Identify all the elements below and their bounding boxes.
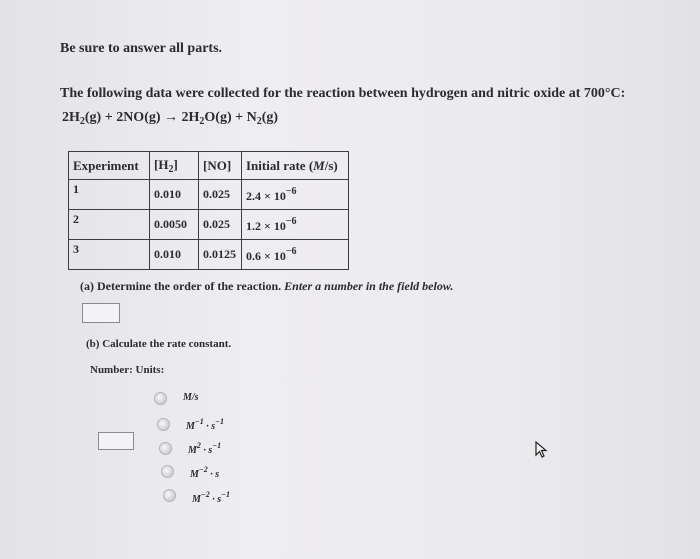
instruction-text: Be sure to answer all parts. — [60, 41, 223, 56]
rate-constant-number-input[interactable] — [98, 432, 134, 450]
cell-no: 0.025 — [199, 210, 242, 240]
cell-rate: $2.4 \times 10^{-6}$ — [242, 180, 349, 210]
unit-radio-1[interactable] — [154, 392, 167, 405]
cell-h2: 0.010 — [150, 240, 199, 270]
unit-option-1: M/s — [183, 392, 199, 403]
cell-experiment: 2 — [69, 210, 150, 240]
cell-no: 0.025 — [199, 180, 242, 210]
unit-radio-3[interactable] — [159, 442, 172, 455]
cell-h2: 0.0050 — [150, 210, 199, 240]
cell-h2: 0.010 — [150, 180, 199, 210]
cell-rate: $0.6 \times 10^{-6}$ — [242, 240, 349, 270]
unit-option-3: $M^2 \cdot s^{-1}$ — [188, 441, 222, 456]
unit-option-4: $M^{-2} \cdot s$ — [190, 465, 220, 480]
unit-option-2: $M^{-1} \cdot s^{-1}$ — [186, 417, 225, 432]
order-answer-input[interactable] — [82, 303, 120, 323]
unit-radio-2[interactable] — [157, 418, 170, 431]
number-units-label: Number: Units: — [90, 364, 165, 376]
table-row — [69, 180, 349, 210]
reaction-equation: $2H_2(g) + 2NO(g) \to 2H_2O(g) + N_2(g)$ — [62, 110, 279, 127]
cell-experiment: 1 — [69, 180, 150, 210]
cell-no: 0.0125 — [199, 240, 242, 270]
cell-rate: $1.2 \times 10^{-6}$ — [242, 210, 349, 240]
header-h2: $[H_2]$ — [150, 152, 199, 180]
unit-option-5: $M^{-2} \cdot s^{-1}$ — [192, 490, 231, 505]
part-b-question: (b) Calculate the rate constant. — [86, 338, 232, 350]
header-experiment: Experiment — [69, 152, 150, 180]
table-row — [69, 210, 349, 240]
table-row — [69, 240, 349, 270]
table-header-row — [69, 152, 349, 180]
mouse-pointer-icon — [534, 440, 550, 460]
part-a-question: (a) Determine the order of the reaction. Enter a number in the field below. — [80, 279, 454, 293]
rate-data-table — [68, 151, 349, 270]
header-initial-rate: Initial rate (M/s) — [242, 152, 349, 180]
unit-radio-4[interactable] — [161, 465, 174, 478]
header-no: [NO] — [199, 152, 242, 180]
cell-experiment: 3 — [69, 240, 150, 270]
unit-radio-5[interactable] — [163, 489, 176, 502]
problem-intro: The following data were collected for the reaction between hydrogen and nitric oxide at 700°C: — [60, 86, 626, 101]
